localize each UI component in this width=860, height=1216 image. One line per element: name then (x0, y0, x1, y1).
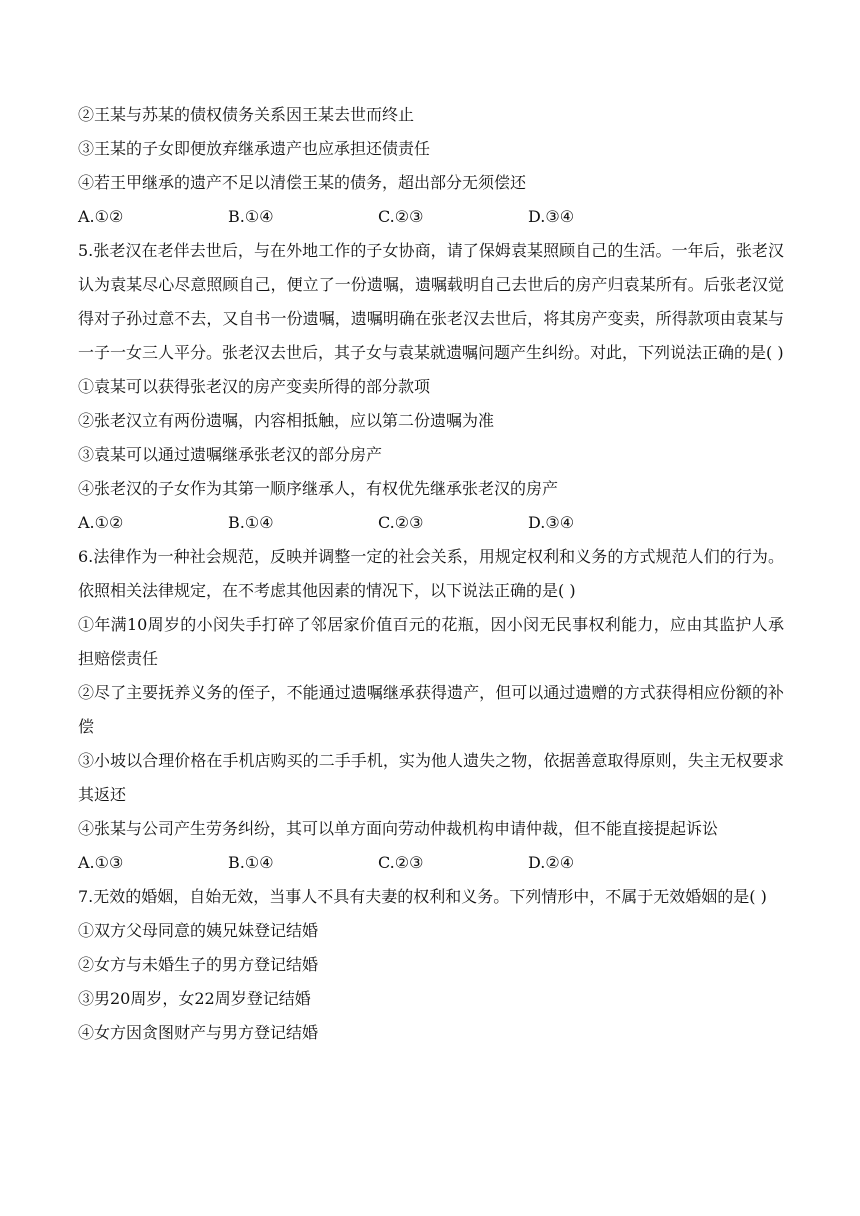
q5-option-c: C.②③ (378, 513, 424, 532)
q4-statement-4: ④若王甲继承的遗产不足以清偿王某的债务，超出部分无须偿还 (78, 173, 527, 192)
q6-option-b: B.①④ (228, 853, 274, 872)
q7-statement-3: ③男20周岁，女22周岁登记结婚 (78, 989, 311, 1008)
q5-stem: 5.张老汉在老伴去世后，与在外地工作的子女协商，请了保姆袁某照顾自己的生活。一年后，张老汉认为袁某尽心尽意照顾自己，便立了一份遗嘱，遗嘱载明自己去世后的房产归袁某所有。后张老汉觉得对子孙过意不去，又自书一份遗嘱，遗嘱明确在张老汉去世后，将其房产变卖，所得款项由袁某与一子一女三人平分。张老汉去世后，其子女与袁某就遗嘱问题产生纠纷。对此，下列说法正确的是( ) (78, 241, 784, 362)
q5-option-d: D.③④ (528, 513, 575, 532)
q6-statement-3: ③小坡以合理价格在手机店购买的二手手机，实为他人遗失之物，依据善意取得原则，失主无权要求其返还 (78, 751, 784, 804)
q5-statement-2: ②张老汉立有两份遗嘱，内容相抵触，应以第二份遗嘱为准 (78, 411, 495, 430)
q4-statement-3: ③王某的子女即便放弃继承遗产也应承担还债责任 (78, 139, 431, 158)
q7-statement-4: ④女方因贪图财产与男方登记结婚 (78, 1023, 319, 1042)
q7-statement-1: ①双方父母同意的姨兄妹登记结婚 (78, 921, 319, 940)
q5-options (78, 506, 784, 540)
q4-option-a: A.①② (78, 207, 124, 226)
q4-option-b: B.①④ (228, 207, 274, 226)
q6-option-c: C.②③ (378, 853, 424, 872)
q5-option-b: B.①④ (228, 513, 274, 532)
q6-option-d: D.②④ (528, 853, 575, 872)
q4-options (78, 200, 784, 234)
q6-statement-2: ②尽了主要抚养义务的侄子，不能通过遗嘱继承获得遗产，但可以通过遗赠的方式获得相应份额的补偿 (78, 683, 784, 736)
q6-options (78, 846, 784, 880)
q4-statement-2: ②王某与苏某的债权债务关系因王某去世而终止 (78, 105, 415, 124)
q6-stem: 6.法律作为一种社会规范，反映并调整一定的社会关系，用规定权利和义务的方式规范人们的行为。依照相关法律规定，在不考虑其他因素的情况下，以下说法正确的是( ) (78, 547, 784, 600)
q5-statement-1: ①袁某可以获得张老汉的房产变卖所得的部分款项 (78, 377, 431, 396)
q7-stem: 7.无效的婚姻，自始无效，当事人不具有夫妻的权利和义务。下列情形中，不属于无效婚姻的是( ) (78, 887, 767, 906)
q5-option-a: A.①② (78, 513, 124, 532)
q5-statement-3: ③袁某可以通过遗嘱继承张老汉的部分房产 (78, 445, 383, 464)
q6-statement-1: ①年满10周岁的小闵失手打碎了邻居家价值百元的花瓶，因小闵无民事权利能力，应由其监护人承担赔偿责任 (78, 615, 784, 668)
q6-statement-4: ④张某与公司产生劳务纠纷，其可以单方面向劳动仲裁机构申请仲裁，但不能直接提起诉讼 (78, 819, 719, 838)
q7-statement-2: ②女方与未婚生子的男方登记结婚 (78, 955, 319, 974)
exam-page (78, 98, 784, 1050)
q4-option-d: D.③④ (528, 207, 575, 226)
q6-option-a: A.①③ (78, 853, 124, 872)
q5-statement-4: ④张老汉的子女作为其第一顺序继承人，有权优先继承张老汉的房产 (78, 479, 559, 498)
q4-option-c: C.②③ (378, 207, 424, 226)
